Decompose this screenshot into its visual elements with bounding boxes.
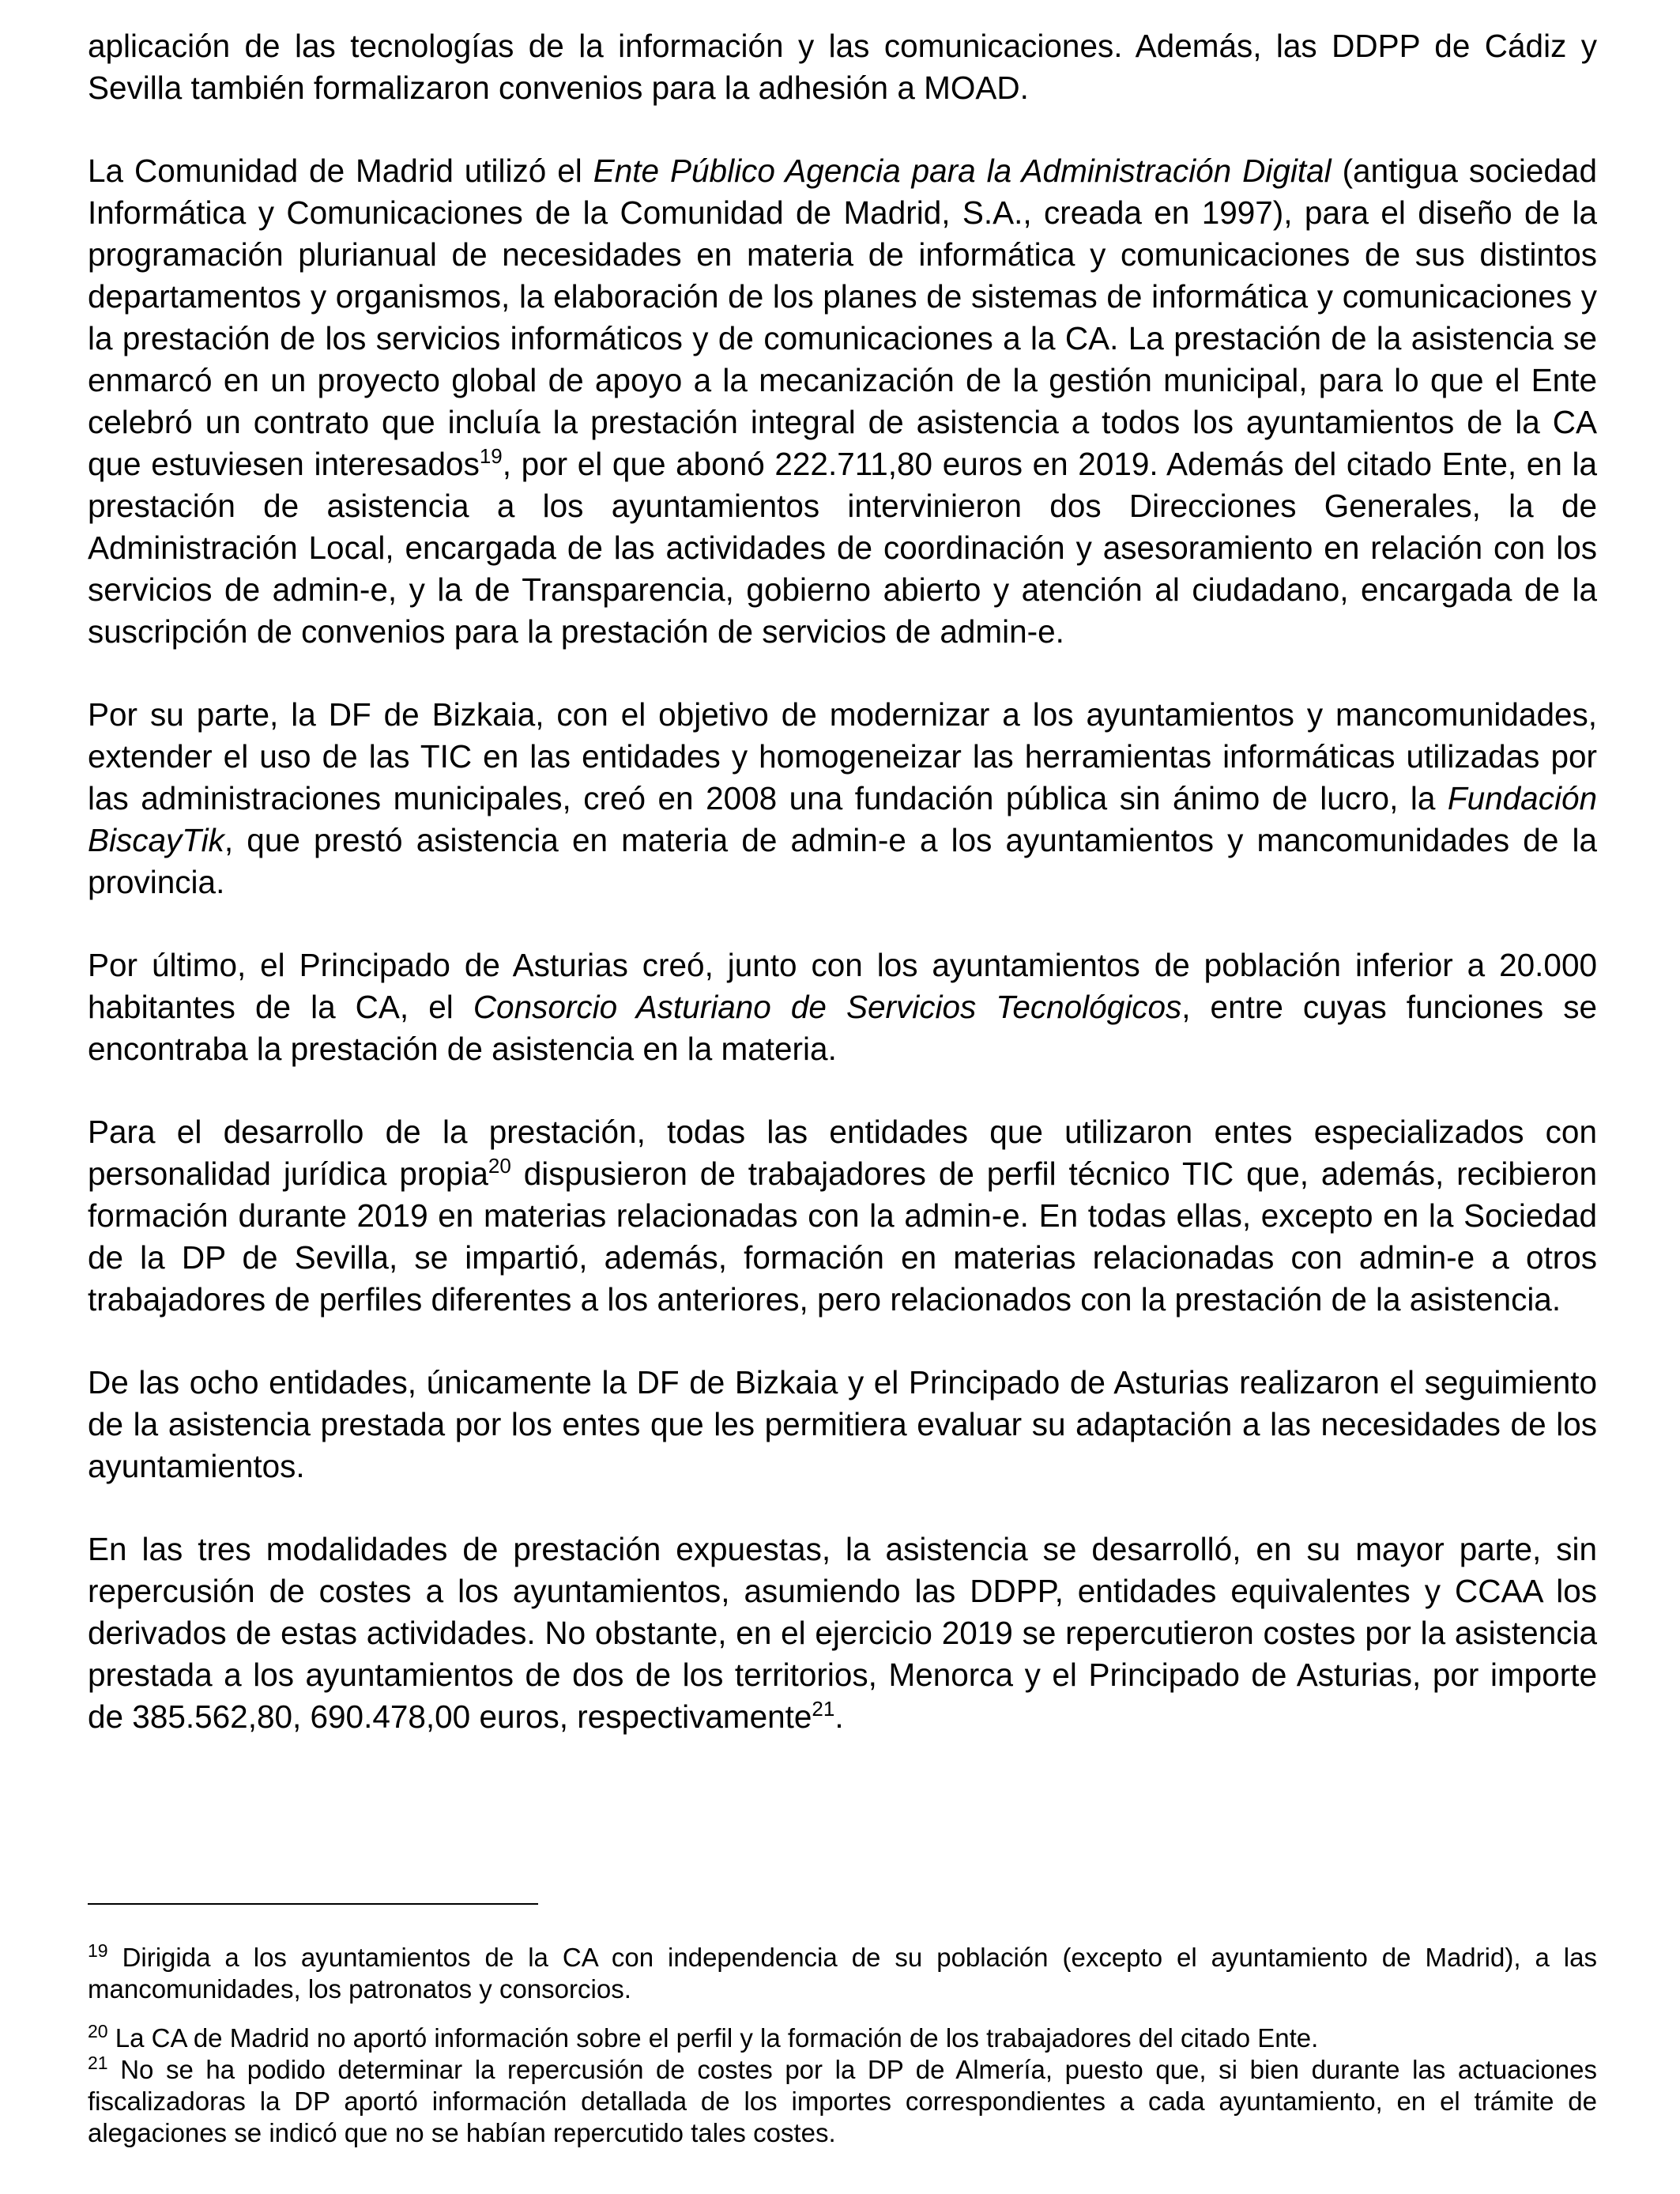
footnote-21 (88, 2054, 1597, 2149)
footnote-ref-19[interactable]: 19 (479, 444, 503, 468)
paragraph-desarrollo-prestacion (88, 1111, 1597, 1321)
footnote-19 (88, 1942, 1597, 2005)
paragraph-df-bizkaia (88, 694, 1597, 903)
paragraph-principado-asturias (88, 944, 1597, 1070)
footnote-number: 21 (88, 2053, 108, 2073)
paragraph-text: dispusieron de trabajadores de perfil técnico TIC que, además, recibieron formación durante 2019 en materias relacionadas con la admin-e. En todas ellas, excepto en la Sociedad de la DP de Sevilla, se impartió, además, formación en materias relacionadas con admin-e a otros trabajadores de perfiles diferentes a los anteriores, pero relacionados con la prestación de la asistencia. (88, 1155, 1597, 1318)
footnote-number: 19 (88, 1940, 108, 1961)
entity-name-italic: Fundación BiscayTik (88, 780, 1597, 858)
footnote-ref-20[interactable]: 20 (488, 1154, 511, 1178)
paragraph-text: En las tres modalidades de prestación expuestas, la asistencia se desarrolló, en su mayor parte, sin repercusión de costes a los ayuntamientos, asumiendo las DDPP, entidades equivalentes y CCAA los derivados de estas actividades. No obstante, en el ejercicio 2019 se repercutieron costes por la asistencia prestada a los ayuntamientos de dos de los territorios, Menorca y el Principado de Asturias, por importe de 385.562,80, 690.478,00 euros, respectivamente (88, 1531, 1597, 1735)
document-body (88, 25, 1597, 1738)
paragraph-text: . (834, 1698, 844, 1735)
paragraph-moad-adhesion (88, 25, 1597, 109)
paragraph-text: Por su parte, la DF de Bizkaia, con el objetivo de modernizar a los ayuntamientos y mancomunidades, extender el uso de las TIC en las entidades y homogeneizar las herramientas informáticas utilizadas por las administraciones municipales, creó en 2008 una fundación pública sin ánimo de lucro, la (88, 696, 1597, 816)
paragraph-text: Para el desarrollo de la prestación, todas las entidades que utilizaron entes especializados con personalidad jurídica propia (88, 1114, 1597, 1192)
entity-name-italic: Ente Público Agencia para la Administración Digital (593, 153, 1332, 189)
footnote-separator (88, 1903, 538, 1905)
paragraph-text: De las ocho entidades, únicamente la DF de Bizkaia y el Principado de Asturias realizaron el seguimiento de la asistencia prestada por los entes que les permitiera evaluar su adaptación a las necesidades de los ayuntamientos. (88, 1364, 1597, 1484)
footnotes-section (88, 1942, 1597, 2149)
paragraph-text: , que prestó asistencia en materia de admin-e a los ayuntamientos y mancomunidades de la provincia. (88, 822, 1597, 900)
footnote-20 (88, 2022, 1597, 2054)
entity-name-italic: Consorcio Asturiano de Servicios Tecnológicos (473, 989, 1182, 1025)
paragraph-text: aplicación de las tecnologías de la información y las comunicaciones. Además, las DDPP de Cádiz y Sevilla también formalizaron convenios para la adhesión a MOAD. (88, 28, 1597, 106)
paragraph-text: Por último, el Principado de Asturias creó, junto con los ayuntamientos de población inferior a 20.000 habitantes de la CA, el (88, 947, 1597, 1025)
paragraph-text: , por el que abonó 222.711,80 euros en 2019. Además del citado Ente, en la prestación de asistencia a los ayuntamientos intervinieron dos Direcciones Generales, la de Administración Local, encargada de las actividades de coordinación y asesoramiento en relación con los servicios de admin-e, y la de Transparencia, gobierno abierto y atención al ciudadano, encargada de la suscripción de convenios para la prestación de servicios de admin-e. (88, 446, 1597, 650)
footnote-text: No se ha podido determinar la repercusión de costes por la DP de Almería, puesto que, si bien durante las actuaciones fiscalizadoras la DP aportó información detallada de los importes correspondientes a cada ayuntamiento, en el trámite de alegaciones se indicó que no se habían repercutido tales costes. (88, 2055, 1597, 2147)
paragraph-seguimiento (88, 1362, 1597, 1487)
footnote-text: La CA de Madrid no aportó información sobre el perfil y la formación de los trabajadores del citado Ente. (107, 2023, 1319, 2053)
paragraph-comunidad-madrid (88, 150, 1597, 653)
paragraph-text: La Comunidad de Madrid utilizó el (88, 153, 593, 189)
paragraph-modalidades-costes (88, 1529, 1597, 1738)
footnote-ref-21[interactable]: 21 (812, 1697, 835, 1721)
footnote-number: 20 (88, 2021, 108, 2041)
paragraph-text: (antigua sociedad Informática y Comunicaciones de la Comunidad de Madrid, S.A., creada en 1997), para el diseño de la programación plurianual de necesidades en materia de informática y comunicaciones de sus distintos departamentos y organismos, la elaboración de los planes de sistemas de informática y comunicaciones y la prestación de los servicios informáticos y de comunicaciones a la CA. La prestación de la asistencia se enmarcó en un proyecto global de apoyo a la mecanización de la gestión municipal, para lo que el Ente celebró un contrato que incluía la prestación integral de asistencia a todos los ayuntamientos de la CA que estuviesen interesados (88, 153, 1597, 482)
paragraph-text: , entre cuyas funciones se encontraba la prestación de asistencia en la materia. (88, 989, 1597, 1067)
footnote-text: Dirigida a los ayuntamientos de la CA con independencia de su población (excepto el ayuntamiento de Madrid), a las mancomunidades, los patronatos y consorcios. (88, 1943, 1597, 2004)
